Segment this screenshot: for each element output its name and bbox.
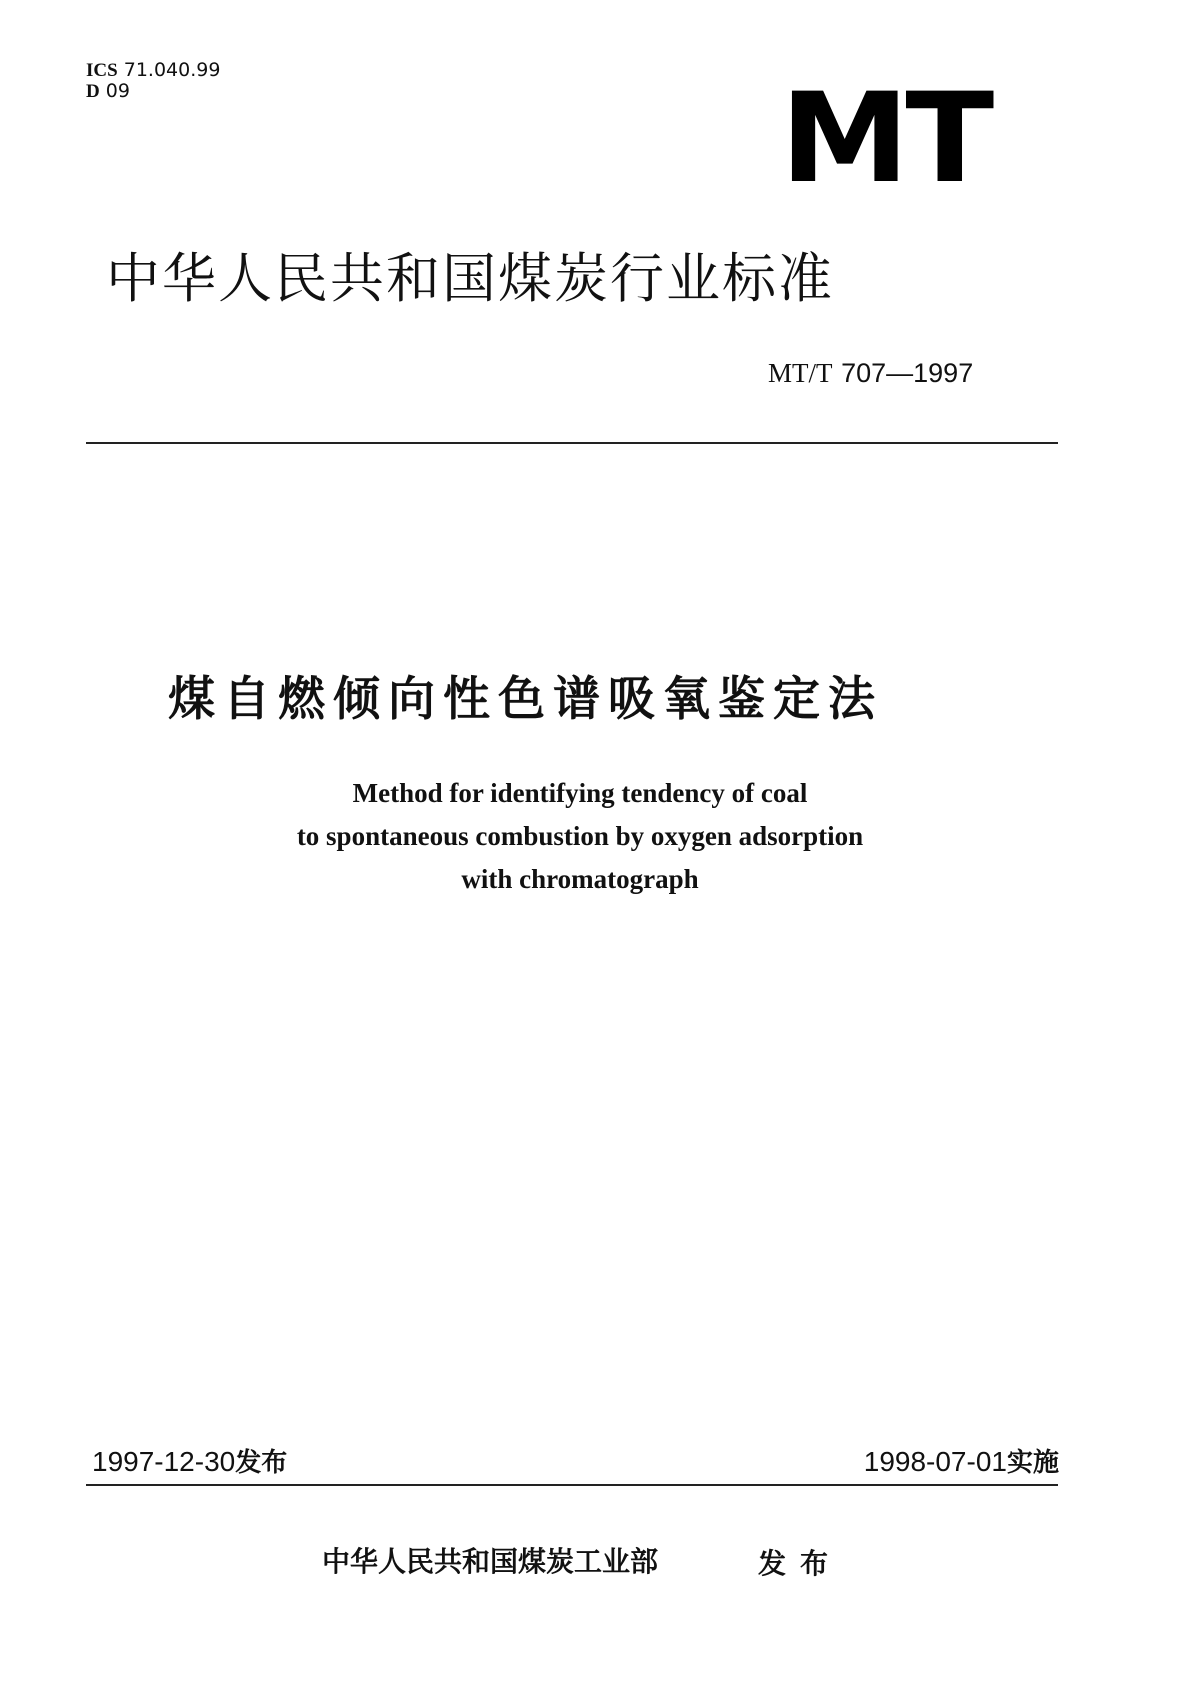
implementation-date-value: 1998-07-01 [863, 1446, 1007, 1477]
standard-number-value: 707—1997 [841, 358, 974, 388]
standard-code: MT/T [768, 358, 833, 388]
issue-label: 发布 [235, 1448, 288, 1478]
mt-logo: MT [780, 67, 990, 211]
document-title-en [180, 772, 980, 901]
publisher-action: 发布 [758, 1547, 843, 1580]
issue-date-value: 1997-12-30 [92, 1446, 236, 1477]
ics-line [86, 60, 220, 81]
title-en-line: to spontaneous combustion by oxygen adsorption [296, 821, 864, 851]
ics-label: ICS [86, 60, 118, 81]
ics-code: 71.040.99 [123, 59, 221, 81]
classification-codes [86, 60, 220, 102]
issue-date [92, 1446, 287, 1479]
implementation-label: 实施 [1006, 1448, 1059, 1478]
standard-title: 中华人民共和国煤炭行业标准 [106, 247, 834, 310]
ccs-line [86, 81, 220, 102]
header-divider [86, 442, 1058, 444]
document-title-cn: 煤自燃倾向性色谱吸氧鉴定法 [168, 672, 883, 727]
ccs-label: D [86, 81, 100, 102]
publisher-name: 中华人民共和国煤炭工业部 [322, 1545, 659, 1578]
implementation-date [864, 1446, 1059, 1479]
footer-divider [86, 1484, 1058, 1486]
ccs-code: 09 [105, 80, 130, 102]
title-en-line: Method for identifying tendency of coal [352, 778, 808, 808]
standard-number [768, 357, 973, 390]
title-en-line: with chromatograph [461, 864, 699, 894]
